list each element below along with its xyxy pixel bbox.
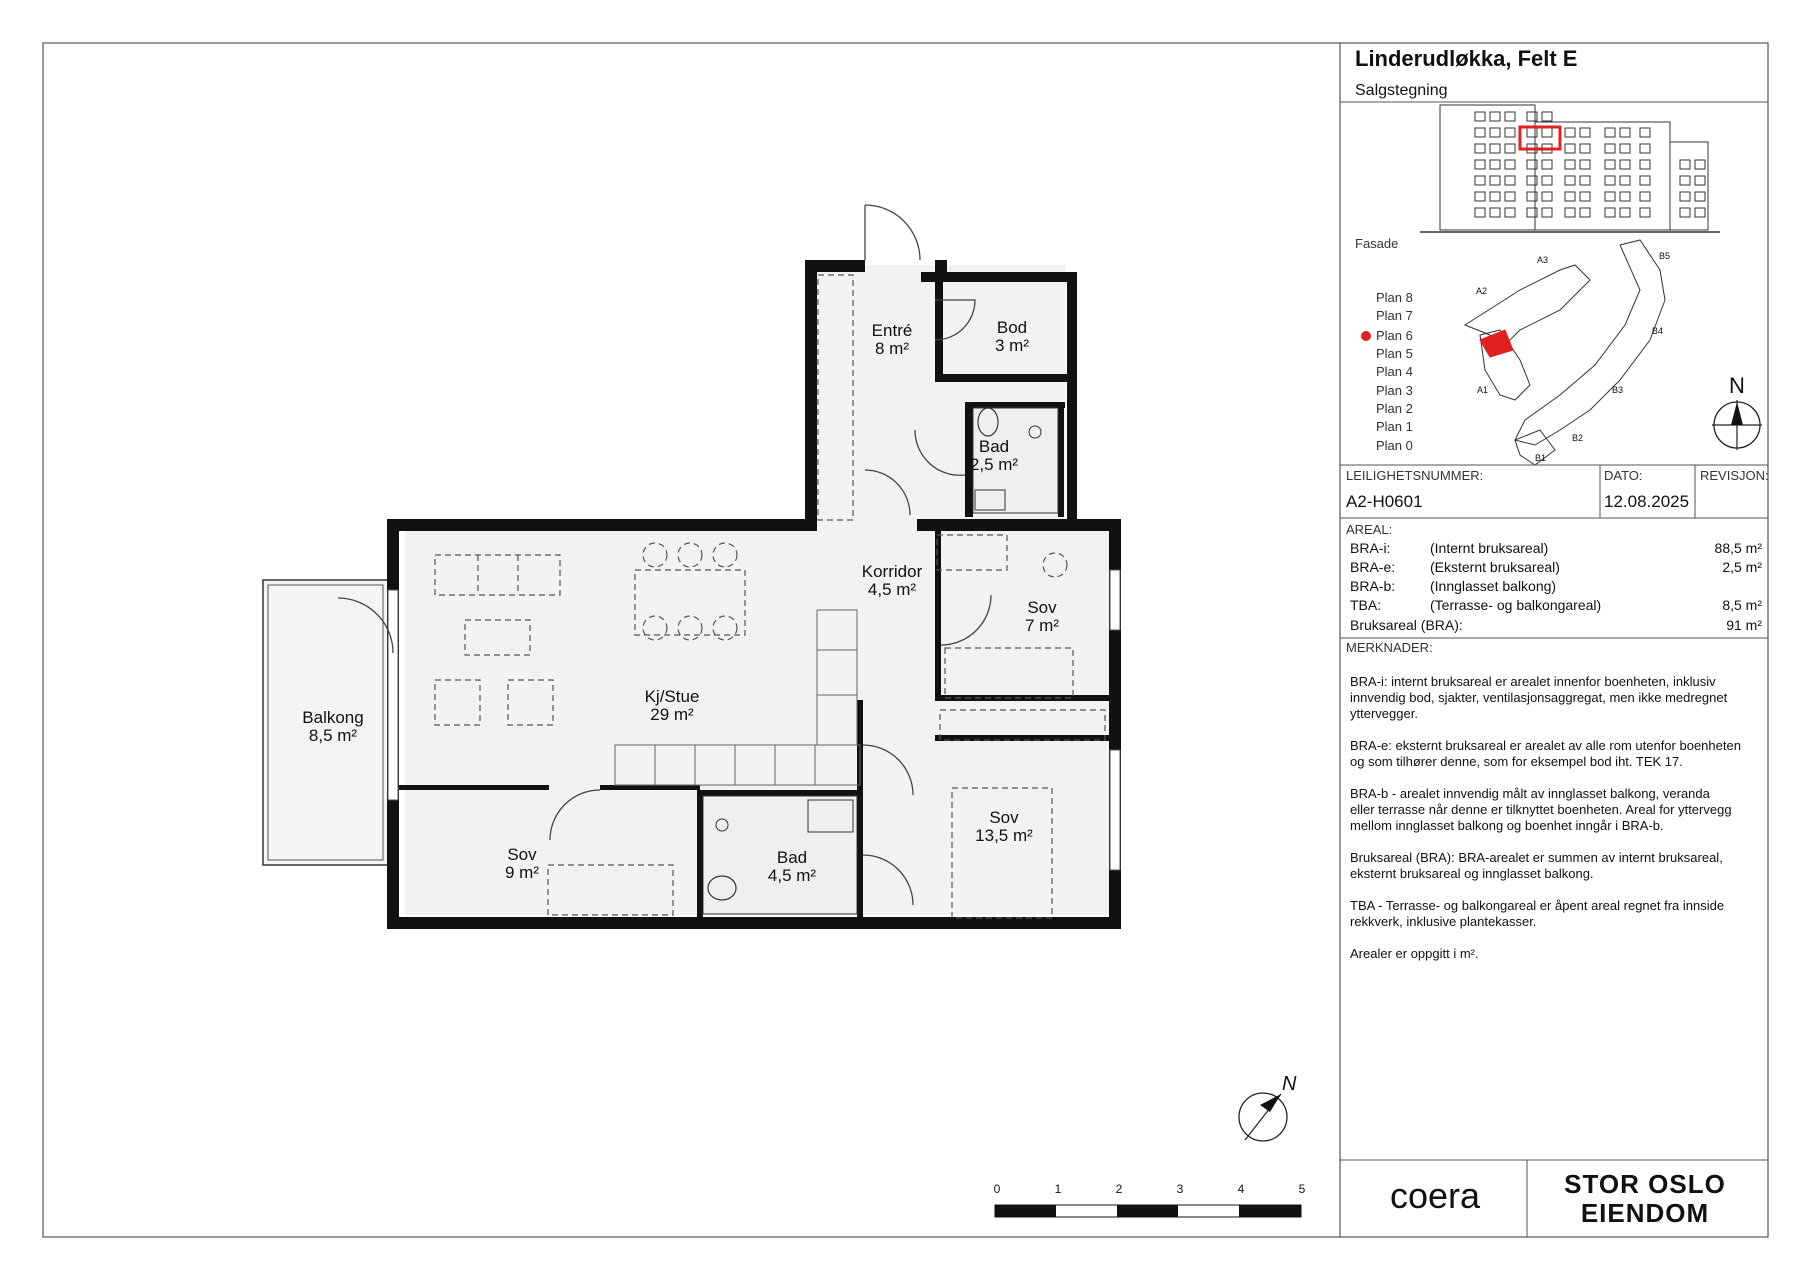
note-line: Bruksareal (BRA): BRA-arealet er summen av internt bruksareal, [1350, 850, 1723, 865]
note-line: eller terrasse når denne er tilknyttet boenheten. Areal for yttervegg [1350, 802, 1732, 817]
facade-window [1580, 160, 1590, 169]
areal-code-bra-e: BRA-e: [1350, 559, 1396, 575]
areal-heading: AREAL: [1346, 522, 1393, 537]
facade-window [1580, 176, 1590, 185]
areal-rows [1350, 540, 1762, 633]
facade-window [1580, 208, 1590, 217]
scale-tick-2: 2 [1115, 1182, 1123, 1196]
facade-window [1542, 160, 1552, 169]
facade-window [1640, 144, 1650, 153]
building-label-b1: B1 [1535, 453, 1547, 463]
project-title: Linderudløkka, Felt E [1355, 46, 1578, 71]
areal-desc-bra-b: (Innglasset balkong) [1430, 578, 1557, 594]
floor-plan-8: Plan 8 [1376, 290, 1413, 305]
areal-code-tba: TBA: [1350, 597, 1382, 613]
facade-window [1695, 192, 1705, 201]
areal-desc-bra-i: (Internt bruksareal) [1430, 540, 1549, 556]
facade-window [1475, 192, 1485, 201]
revision-label: REVISJON: [1700, 468, 1769, 483]
building-label-b2: B2 [1572, 433, 1584, 443]
facade-window [1680, 160, 1690, 169]
building-label-b4: B4 [1652, 326, 1664, 336]
scale-bar [994, 1182, 1306, 1217]
project-subtitle: Salgstegning [1355, 82, 1448, 99]
facade-window [1542, 176, 1552, 185]
facade-window [1542, 112, 1552, 121]
areal-desc-bra-e: (Eksternt bruksareal) [1430, 559, 1560, 575]
note-line: TBA - Terrasse- og balkongareal er åpent areal regnet fra innside [1350, 898, 1725, 913]
facade-window [1695, 208, 1705, 217]
facade-window [1620, 144, 1630, 153]
facade-window [1580, 192, 1590, 201]
room-area-sov-small: 7 m² [1025, 616, 1059, 635]
facade-window [1490, 160, 1500, 169]
facade-window [1475, 160, 1485, 169]
notes-heading: MERKNADER: [1346, 640, 1433, 655]
facade-window [1620, 128, 1630, 137]
note-line: BRA-i: internt bruksareal er arealet innenfor boenheten, inklusiv [1350, 674, 1716, 689]
date-value: 12.08.2025 [1604, 492, 1690, 511]
floor-plan-3: Plan 3 [1376, 383, 1413, 398]
facade-window [1505, 160, 1515, 169]
facade-window [1695, 160, 1705, 169]
facade-window [1490, 128, 1500, 137]
title-block [1340, 46, 1769, 1237]
room-area-sov-master: 13,5 m² [975, 826, 1033, 845]
facade-window [1580, 128, 1590, 137]
facade-window [1640, 208, 1650, 217]
coera-logo: coera [1389, 1175, 1481, 1216]
facade-window [1490, 112, 1500, 121]
note-line: yttervegger. [1350, 706, 1418, 721]
facade-window [1640, 160, 1650, 169]
facade-window [1640, 192, 1650, 201]
areal-code-bra-b: BRA-b: [1350, 578, 1396, 594]
facade-window [1605, 176, 1615, 185]
building-label-b3: B3 [1612, 385, 1624, 395]
facade-window [1565, 144, 1575, 153]
note-line: mellom innglasset balkong og boenhet inngår i BRA-b. [1350, 818, 1664, 833]
facade-window [1565, 176, 1575, 185]
areal-value-bra-e: 2,5 m² [1722, 559, 1762, 575]
room-area-korridor: 4,5 m² [867, 580, 917, 599]
facade-window [1542, 208, 1552, 217]
room-name-balkong: Balkong [302, 708, 364, 727]
facade-window [1475, 128, 1485, 137]
apartment-number-label: LEILIGHETSNUMMER: [1346, 468, 1484, 483]
floor-plan-7: Plan 7 [1376, 308, 1413, 323]
facade-window [1620, 192, 1630, 201]
scale-tick-0: 0 [993, 1182, 1001, 1196]
floor-plan-2: Plan 2 [1376, 401, 1413, 416]
facade-window [1565, 128, 1575, 137]
room-area-kj-stue: 29 m² [650, 705, 694, 724]
room-name-entre: Entré [871, 321, 913, 340]
scale-tick-5: 5 [1298, 1182, 1306, 1196]
facade-window [1620, 176, 1630, 185]
facade-window [1680, 176, 1690, 185]
room-area-bod: 3 m² [995, 336, 1029, 355]
room-name-bad-small: Bad [978, 437, 1010, 456]
floor-plan-6: Plan 6 [1376, 328, 1413, 343]
facade-window [1565, 208, 1575, 217]
date-label: DATO: [1604, 468, 1643, 483]
facade-elevation [1420, 105, 1720, 232]
facade-window [1542, 192, 1552, 201]
note-line: BRA-e: eksternt bruksareal er arealet av alle rom utenfor boenheten [1350, 738, 1741, 753]
active-floor-marker [1361, 331, 1371, 341]
facade-window [1605, 192, 1615, 201]
facade-highlight [1520, 127, 1560, 149]
facade-window [1620, 160, 1630, 169]
areal-total-label: Bruksareal (BRA): [1350, 617, 1463, 633]
areal-total-value: 91 m² [1726, 617, 1762, 633]
note-line: og som tilhører denne, som for eksempel bod iht. TEK 17. [1350, 754, 1683, 769]
facade-window [1580, 144, 1590, 153]
note-line: rekkverk, inklusive plantekasser. [1350, 914, 1537, 929]
room-name-kj-stue: Kj/Stue [644, 687, 700, 706]
floor-plan-5: Plan 5 [1376, 346, 1413, 361]
note-line: eksternt bruksareal og innglasset balkong. [1350, 866, 1594, 881]
building-label-b5: B5 [1659, 251, 1671, 261]
room-name-sov-small: Sov [1027, 598, 1057, 617]
room-area-bad-large: 4,5 m² [767, 866, 817, 885]
room-area-sov-9: 9 m² [505, 863, 539, 882]
room-name-korridor: Korridor [861, 562, 923, 581]
plan-north-label: N [1282, 1073, 1297, 1095]
facade-window [1605, 128, 1615, 137]
notes-text [1350, 674, 1741, 961]
room-name-sov-master: Sov [989, 808, 1019, 827]
room-area-bad-small: 2,5 m² [969, 455, 1019, 474]
building-label-a1: A1 [1477, 385, 1489, 395]
facade-window [1640, 128, 1650, 137]
apartment-number-value: A2-H0601 [1346, 492, 1423, 511]
facade-window [1620, 208, 1630, 217]
note-line: innvendig bod, sjakter, ventilasjonsaggregat, men ikke medregnet [1350, 690, 1728, 705]
areal-desc-tba: (Terrasse- og balkongareal) [1430, 597, 1602, 613]
facade-window [1505, 192, 1515, 201]
facade-window [1565, 160, 1575, 169]
scale-tick-1: 1 [1054, 1182, 1062, 1196]
note-line: BRA-b - arealet innvendig målt av innglasset balkong, veranda [1350, 786, 1710, 801]
facade-window [1605, 160, 1615, 169]
scale-tick-3: 3 [1176, 1182, 1184, 1196]
room-area-entre: 8 m² [875, 339, 909, 358]
floor-list [1361, 290, 1413, 453]
floor-plan [263, 205, 1121, 929]
note-line: Arealer er oppgitt i m². [1350, 946, 1479, 961]
building-label-a3: A3 [1537, 255, 1549, 265]
facade-window [1680, 192, 1690, 201]
facade-window [1605, 208, 1615, 217]
areal-value-tba: 8,5 m² [1722, 597, 1762, 613]
floor-plan-1: Plan 1 [1376, 419, 1413, 434]
floor-plan-4: Plan 4 [1376, 364, 1413, 379]
facade-window [1542, 128, 1552, 137]
scale-tick-4: 4 [1237, 1182, 1245, 1196]
site-plan [1465, 240, 1665, 465]
facade-window [1475, 208, 1485, 217]
facade-window [1605, 144, 1615, 153]
facade-window [1475, 176, 1485, 185]
plan-north-arrow [1239, 1073, 1297, 1141]
room-area-balkong: 8,5 m² [308, 726, 358, 745]
facade-label: Fasade [1355, 236, 1399, 251]
facade-window [1505, 208, 1515, 217]
facade-window [1490, 192, 1500, 201]
floor-plan-0: Plan 0 [1376, 438, 1413, 453]
room-name-bod: Bod [996, 318, 1028, 337]
site-north-arrow [1712, 373, 1762, 450]
facade-window [1490, 176, 1500, 185]
building-label-a2: A2 [1476, 286, 1488, 296]
facade-window [1695, 176, 1705, 185]
areal-code-bra-i: BRA-i: [1350, 540, 1391, 556]
stor-oslo-logo-line1: STOR OSLO [1564, 1169, 1726, 1199]
facade-window [1505, 112, 1515, 121]
facade-window [1490, 144, 1500, 153]
facade-window [1565, 192, 1575, 201]
facade-window [1490, 208, 1500, 217]
facade-window [1505, 144, 1515, 153]
facade-window [1640, 176, 1650, 185]
stor-oslo-logo-line2: EIENDOM [1580, 1198, 1710, 1228]
facade-window [1505, 128, 1515, 137]
room-name-bad-large: Bad [776, 848, 808, 867]
site-north-label: N [1729, 373, 1745, 398]
facade-window [1680, 208, 1690, 217]
facade-window [1475, 112, 1485, 121]
areal-value-bra-i: 88,5 m² [1714, 540, 1762, 556]
facade-window [1505, 176, 1515, 185]
room-name-sov-9: Sov [507, 845, 537, 864]
facade-window [1475, 144, 1485, 153]
